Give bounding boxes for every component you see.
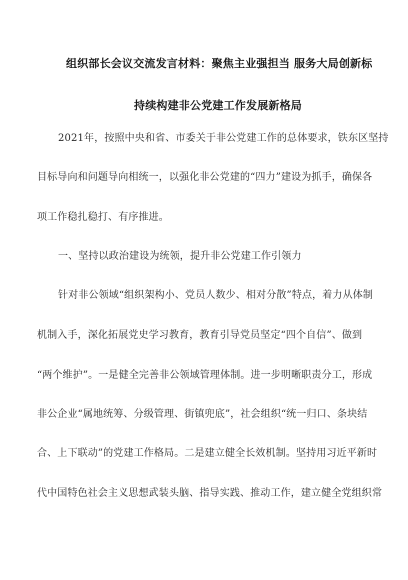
document-title-line-2: 持续构建非公党建工作发展新格局 [134, 99, 302, 112]
paragraph-line-10: 代中国特色社会主义思想武装头脑、指导实践、推动工作，建立健全党组织常 [37, 488, 383, 499]
paragraph-line-3: 项工作稳扎稳打、有序推进。 [37, 212, 169, 223]
paragraph-line-1: 2021年，按照中央和省、市委关于非公党建工作的总体要求，铁东区坚持 [58, 133, 389, 144]
paragraph-line-9: 合、上下联动”的党建工作格局。二是建立健全长效机制。坚持用习近平新时 [37, 448, 378, 459]
paragraph-line-8: 非公企业“属地统筹、分级管理、街镇兜底”，社会组织“统一归口、条块结 [37, 409, 368, 420]
document-title-line-1: 组织部长会议交流发言材料：聚焦主业强担当 服务大局创新标 [66, 57, 373, 70]
section-heading-1: 一、坚持以政治建设为统领，提升非公党建工作引领力 [58, 251, 302, 262]
paragraph-line-7: “两个维护”。一是健全完善非公领域管理体制。进一步明晰职责分工，形成 [37, 370, 373, 381]
paragraph-line-2: 目标导向和问题导向相统一，以强化非公党建的“四力”建设为抓手，确保各 [37, 172, 373, 183]
paragraph-line-5: 针对非公领域“组织架构小、党员人数少、相对分散”特点，着力从体制 [58, 290, 374, 301]
paragraph-line-6: 机制入手，深化拓展党史学习教育，教育引导党员坚定“四个自信”、做到 [37, 330, 363, 341]
